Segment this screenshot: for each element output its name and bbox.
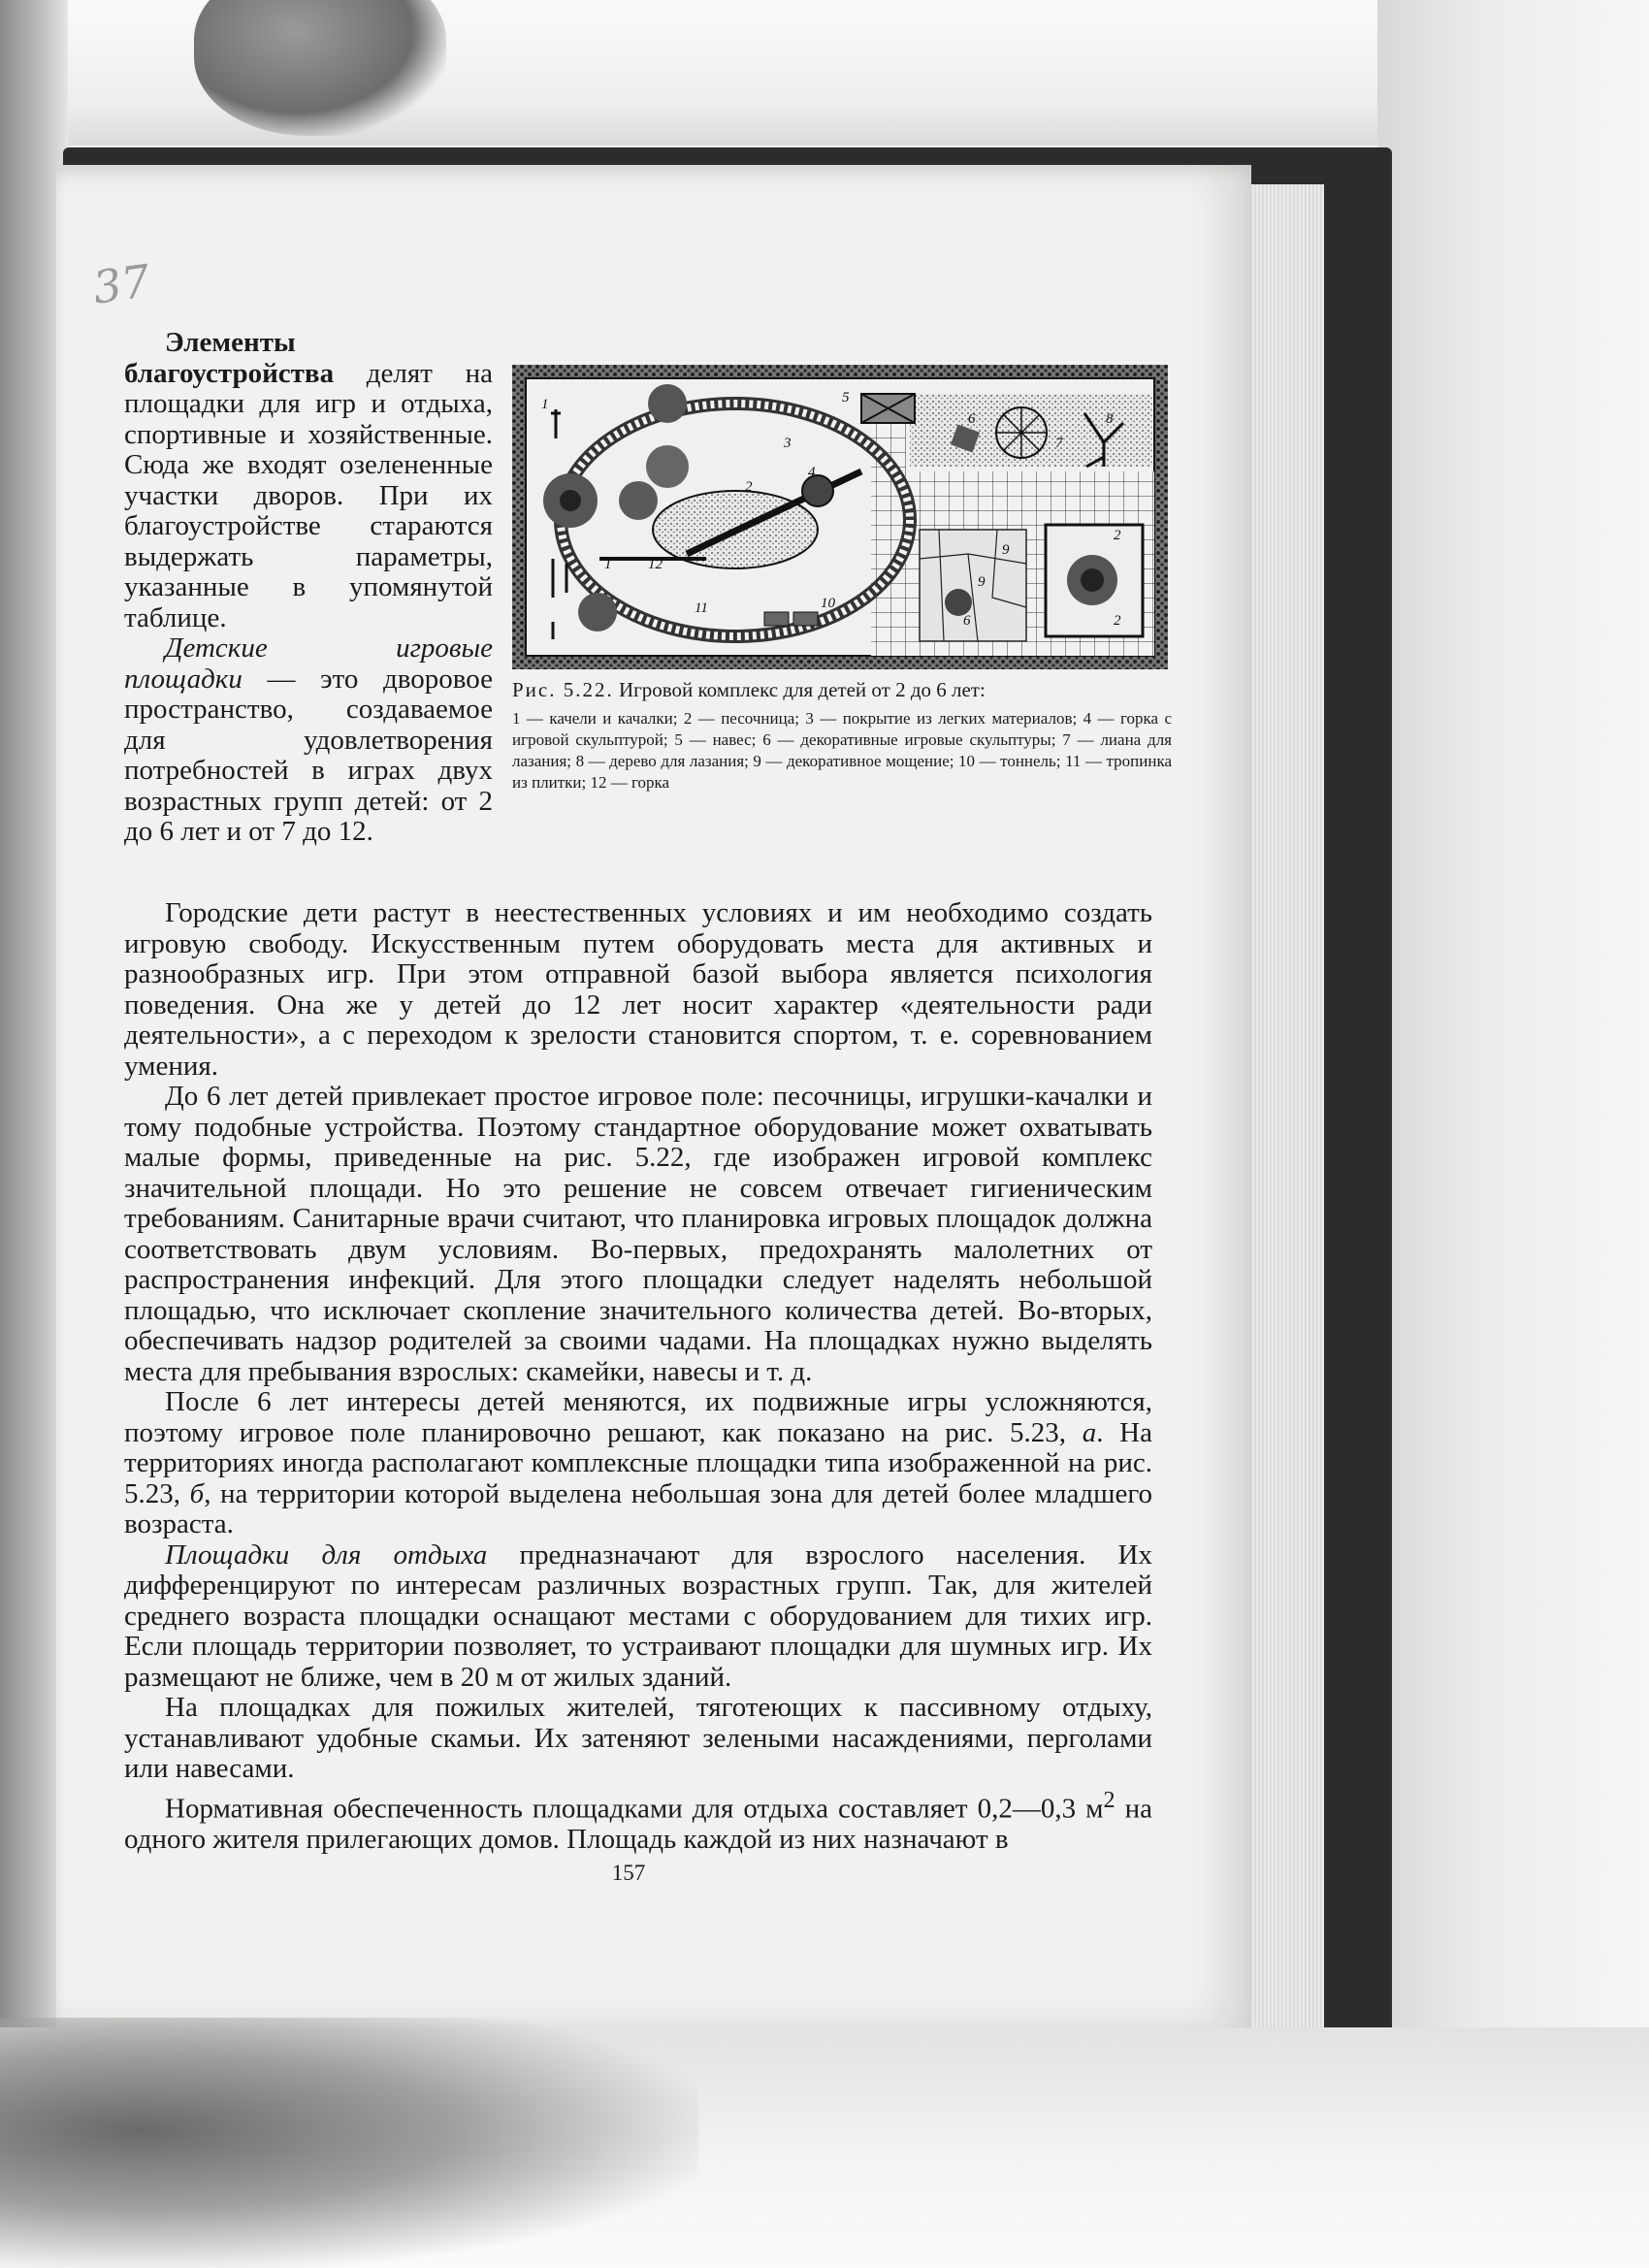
paragraph-4-term: Площадки для отдыха <box>165 1539 488 1571</box>
paragraph-1: Городские дети растут в неестественных условиях и им необходимо создать игровую свободу. Искусственным путем оборудовать места для активных и разнообразных игр. При этом отправной базой выбора является психология поведения. Она же у детей до 12 лет носит характер «деятельности ради деятельности», а с переходом к зрелости становится спортом, т. е. соревнованием умения. <box>124 897 1152 1082</box>
label-2-square: 2 <box>1114 613 1121 629</box>
playground-plan-figure <box>512 365 1168 669</box>
tree-left-3 <box>619 481 658 520</box>
label-7: 7 <box>1055 436 1063 451</box>
kids-term: Детские игровые площадки <box>124 632 493 695</box>
paragraph-6-superscript: 2 <box>1103 1786 1116 1813</box>
label-1: 1 <box>604 557 612 572</box>
thumb-shadow <box>194 0 446 136</box>
intro-term: Элементы благоустройства <box>124 327 335 389</box>
label-6: 6 <box>968 411 976 427</box>
playground-plan-drawing <box>512 365 1168 669</box>
tree-left-2 <box>646 445 689 488</box>
label-3: 3 <box>784 436 792 451</box>
paragraph-3-part-b: . На территориях иногда располагают комплексные площадки типа изображенной на рис. 5.23, <box>124 1416 1152 1509</box>
label-12: 12 <box>648 557 663 572</box>
figure-legend: 1 — качели и качалки; 2 — песочница; 3 — покрытие из легких материалов; 4 — горка с игровой скульптурой; 5 — навес; 6 — декоративные игровые скульптуры; 7 — лиана для лазания; 8 — дерево для лазания; 9 — декоративное мощение; 10 — тоннель; 11 — тропинка из плитки; 12 — горка <box>512 709 1172 792</box>
photo-background-right <box>1377 0 1649 2268</box>
decorative-paving <box>920 530 1026 641</box>
paragraph-6 <box>124 1785 1152 1856</box>
paragraph-5: На площадках для пожилых жителей, тяготеющих к пассивному отдыху, устанавливают удобные скамьи. Их затеняют зелеными насаждениями, перголами или навесами. <box>124 1692 1152 1784</box>
page-number: 157 <box>611 1861 646 1885</box>
label-2-right: 2 <box>1114 528 1121 543</box>
intro-text: делят на площадки для игр и отдыха, спортивные и хозяйственные. Сюда же входят озелененные участки дворов. При их благоустройстве стараются выдержать параметры, указанные в упомянутой таблице. <box>124 357 493 633</box>
tree-top <box>648 384 687 423</box>
paragraph-3 <box>124 1387 1152 1540</box>
grid-paving-path <box>871 394 906 656</box>
paragraph-2: До 6 лет детей привлекает простое игровое поле: песочницы, игрушки-качалки и тому подобные устройства. Поэтому стандартное оборудование может охватывать малые формы, приведенные на рис. 5.22, где изображен игровой комплекс значительной площади. Но это решение не совсем отвечает гигиеническим требованиям. Санитарные врачи считают, что планировка игровых площадок должна соответствовать двум условиям. Во-первых, предохранять малолетних от распространения инфекций. Для этого площадки следует наделять небольшой площадью, что исключает скопление значительного количества детей. Во-вторых, обеспечивать надзор родителей за своими чадами. На площадках нужно выделять места для пребывания взрослых: скамейки, навесы и т. д. <box>124 1081 1152 1387</box>
tree-left-4 <box>578 593 617 632</box>
label-1-top: 1 <box>541 397 549 412</box>
paragraph-6-part-b: на одного жителя прилегающих домов. Площадь каждой из них назначают в <box>124 1793 1152 1855</box>
paragraph-3-ref-a: а <box>1082 1416 1097 1448</box>
label-11: 11 <box>695 600 708 616</box>
caption-prefix: Рис. 5.22. <box>512 678 614 701</box>
label-8: 8 <box>1106 411 1114 427</box>
left-column-text <box>124 328 493 848</box>
label-10: 10 <box>821 596 835 611</box>
sculpture-6b <box>945 589 972 616</box>
hand-shadow-bottom <box>0 2018 698 2268</box>
label-6-bottom: 6 <box>963 613 971 629</box>
paragraph-6-part-a: Нормативная обеспеченность площадками для отдыха составляет 0,2—0,3 м <box>165 1793 1104 1825</box>
caption-title-text: Игровой комплекс для детей от 2 до 6 лет: <box>619 678 986 701</box>
paragraph-4-text: предназначают для взрослого населения. Их дифференцируют по интересам различных возрастных групп. Так, для жителей среднего возраста площадки оснащают местами с оборудованием для тихих игр. Если площадь территории позволяет, то устраивают площадки для шумных игр. Их размещают не ближе, чем в 20 м от жилых зданий. <box>124 1539 1152 1693</box>
book-page <box>56 165 1251 2027</box>
figure-caption-title <box>512 677 1172 703</box>
kids-text: — это дворовое пространство, создаваемое для удовлетворения потребностей в играх двух возрастных групп детей: от 2 до 6 лет и от 7 до 12. <box>124 663 493 847</box>
label-2: 2 <box>745 479 753 495</box>
intro-paragraph <box>124 328 493 633</box>
label-9: 9 <box>1002 542 1010 558</box>
label-5: 5 <box>842 390 850 405</box>
paragraph-4 <box>124 1540 1152 1694</box>
label-9b: 9 <box>978 574 986 590</box>
main-text <box>124 898 1152 1855</box>
paragraph-3-ref-b: б <box>189 1477 205 1509</box>
paragraph-3-part-a: После 6 лет интересы детей меняются, их подвижные игры усложняются, поэтому игровое поле планировочно решают, как показано на рис. 5.23, <box>124 1386 1152 1448</box>
kids-paragraph <box>124 633 493 848</box>
paragraph-3-part-c: , на территории которой выделена небольшая зона для детей более младшего возраста. <box>124 1477 1153 1539</box>
tunnel <box>764 612 789 626</box>
label-4: 4 <box>808 465 816 480</box>
margin-mark: 37 <box>89 254 154 314</box>
